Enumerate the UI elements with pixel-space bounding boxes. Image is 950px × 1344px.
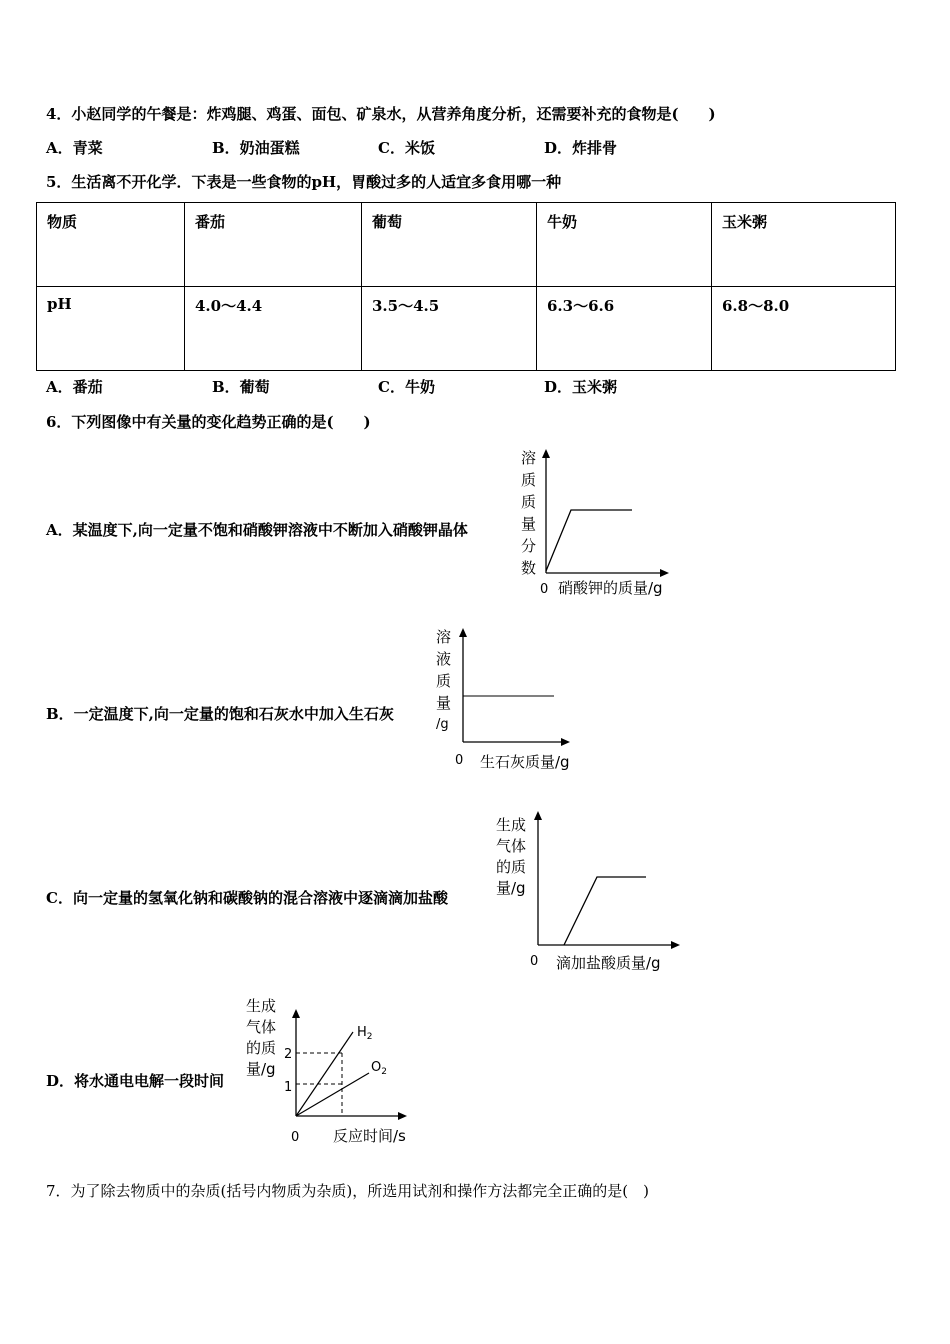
q5-option-b: B．葡萄 bbox=[212, 378, 270, 396]
chart-a-label: A．某温度下,向一定量不饱和硝酸钾溶液中不断加入硝酸钾晶体 bbox=[46, 521, 468, 539]
chart-d-tick-2: 2 bbox=[284, 1047, 293, 1062]
table-cell: 番茄 bbox=[185, 203, 362, 287]
chart-d-y-arrow bbox=[292, 1009, 300, 1018]
chart-a-y-arrow bbox=[542, 449, 550, 458]
table-cell: 物质 bbox=[37, 203, 185, 287]
chart-b-ylabel-char: /g bbox=[436, 717, 449, 732]
chart-a-xlabel: 硝酸钾的质量/g bbox=[558, 579, 663, 597]
chart-c-curve bbox=[564, 877, 646, 945]
chart-c bbox=[492, 805, 692, 977]
chart-b-label: B．一定温度下,向一定量的饱和石灰水中加入生石灰 bbox=[46, 705, 394, 723]
q6-stem: 6．下列图像中有关量的变化趋势正确的是( ) bbox=[46, 413, 371, 431]
chart-d-ylabel-line: 气体 bbox=[246, 1018, 277, 1036]
chart-a-ylabel-char: 数 bbox=[521, 559, 537, 577]
chart-d-x-arrow bbox=[398, 1112, 407, 1120]
chart-d-line-o2 bbox=[296, 1073, 369, 1116]
table-cell: 4.0～4.4 bbox=[185, 287, 362, 371]
table-cell: 玉米粥 bbox=[712, 203, 896, 287]
q4-option-d: D．炸排骨 bbox=[544, 139, 618, 157]
chart-d-ylabel-line: 生成 bbox=[246, 997, 277, 1015]
chart-c-x-arrow bbox=[671, 941, 680, 949]
chart-b-y-arrow bbox=[459, 628, 467, 637]
chart-d-ylabel-line: 的质 bbox=[246, 1039, 277, 1057]
chart-a-origin: 0 bbox=[540, 582, 549, 597]
table-row bbox=[37, 287, 896, 371]
q4-option-a: A．青菜 bbox=[46, 139, 103, 157]
chart-d-series-h2: $H_2$ bbox=[357, 1025, 373, 1042]
chart-b-xlabel: 生石灰质量/g bbox=[480, 753, 570, 771]
table-row bbox=[37, 203, 896, 287]
chart-a bbox=[515, 445, 685, 605]
q4-option-c: C．米饭 bbox=[378, 139, 435, 157]
chart-c-label: C．向一定量的氢氧化钠和碳酸钠的混合溶液中逐滴滴加盐酸 bbox=[46, 889, 448, 907]
chart-d-ylabel-line: 量/g bbox=[246, 1060, 276, 1078]
chart-d-label: D．将水通电电解一段时间 bbox=[46, 1072, 225, 1090]
chart-c-y-arrow bbox=[534, 811, 542, 820]
table-cell: 牛奶 bbox=[537, 203, 712, 287]
ph-table bbox=[36, 202, 896, 371]
q4-option-b: B．奶油蛋糕 bbox=[212, 139, 300, 157]
table-cell: 6.8～8.0 bbox=[712, 287, 896, 371]
chart-a-ylabel-char: 分 bbox=[521, 537, 537, 555]
chart-d-origin: 0 bbox=[291, 1130, 300, 1145]
chart-c-origin: 0 bbox=[530, 954, 539, 969]
chart-d bbox=[243, 990, 423, 1150]
chart-c-ylabel-line: 气体 bbox=[496, 837, 527, 855]
chart-b-ylabel-char: 溶 bbox=[436, 628, 452, 646]
chart-a-curve bbox=[546, 510, 632, 571]
table-cell: 6.3～6.6 bbox=[537, 287, 712, 371]
chart-b-x-arrow bbox=[561, 738, 570, 746]
table-cell: pH bbox=[37, 287, 185, 371]
chart-d-tick-1: 1 bbox=[284, 1080, 293, 1095]
chart-b-ylabel-char: 质 bbox=[436, 672, 452, 690]
chart-a-ylabel-char: 质 bbox=[521, 471, 537, 489]
chart-a-x-arrow bbox=[660, 569, 669, 577]
table-cell: 葡萄 bbox=[362, 203, 537, 287]
q5-option-a: A．番茄 bbox=[46, 378, 103, 396]
chart-a-ylabel-char: 溶 bbox=[521, 449, 537, 467]
chart-b-origin: 0 bbox=[455, 753, 464, 768]
chart-d-series-o2: $O_2$ bbox=[371, 1060, 387, 1077]
chart-d-line-h2 bbox=[296, 1032, 353, 1116]
chart-a-ylabel-char: 量 bbox=[521, 515, 537, 533]
chart-d-xlabel: 反应时间/s bbox=[333, 1127, 406, 1145]
q5-stem: 5．生活离不开化学．下表是一些食物的pH，胃酸过多的人适宜多食用哪一种 bbox=[46, 173, 562, 191]
chart-a-ylabel-char: 质 bbox=[521, 493, 537, 511]
chart-c-ylabel-line: 生成 bbox=[496, 816, 527, 834]
chart-c-ylabel-line: 量/g bbox=[496, 879, 526, 897]
q4-stem: 4．小赵同学的午餐是：炸鸡腿、鸡蛋、面包、矿泉水，从营养角度分析，还需要补充的食物是( ) bbox=[46, 105, 716, 123]
chart-b bbox=[430, 622, 590, 774]
chart-b-ylabel-char: 液 bbox=[436, 650, 452, 668]
q5-option-d: D．玉米粥 bbox=[544, 378, 618, 396]
chart-b-ylabel-char: 量 bbox=[436, 694, 452, 712]
q5-option-c: C．牛奶 bbox=[378, 378, 435, 396]
q7-stem: 7．为了除去物质中的杂质(括号内物质为杂质)，所选用试剂和操作方法都完全正确的是( ) bbox=[46, 1182, 649, 1200]
chart-c-xlabel: 滴加盐酸质量/g bbox=[556, 954, 661, 972]
table-cell: 3.5～4.5 bbox=[362, 287, 537, 371]
chart-c-ylabel-line: 的质 bbox=[496, 858, 527, 876]
